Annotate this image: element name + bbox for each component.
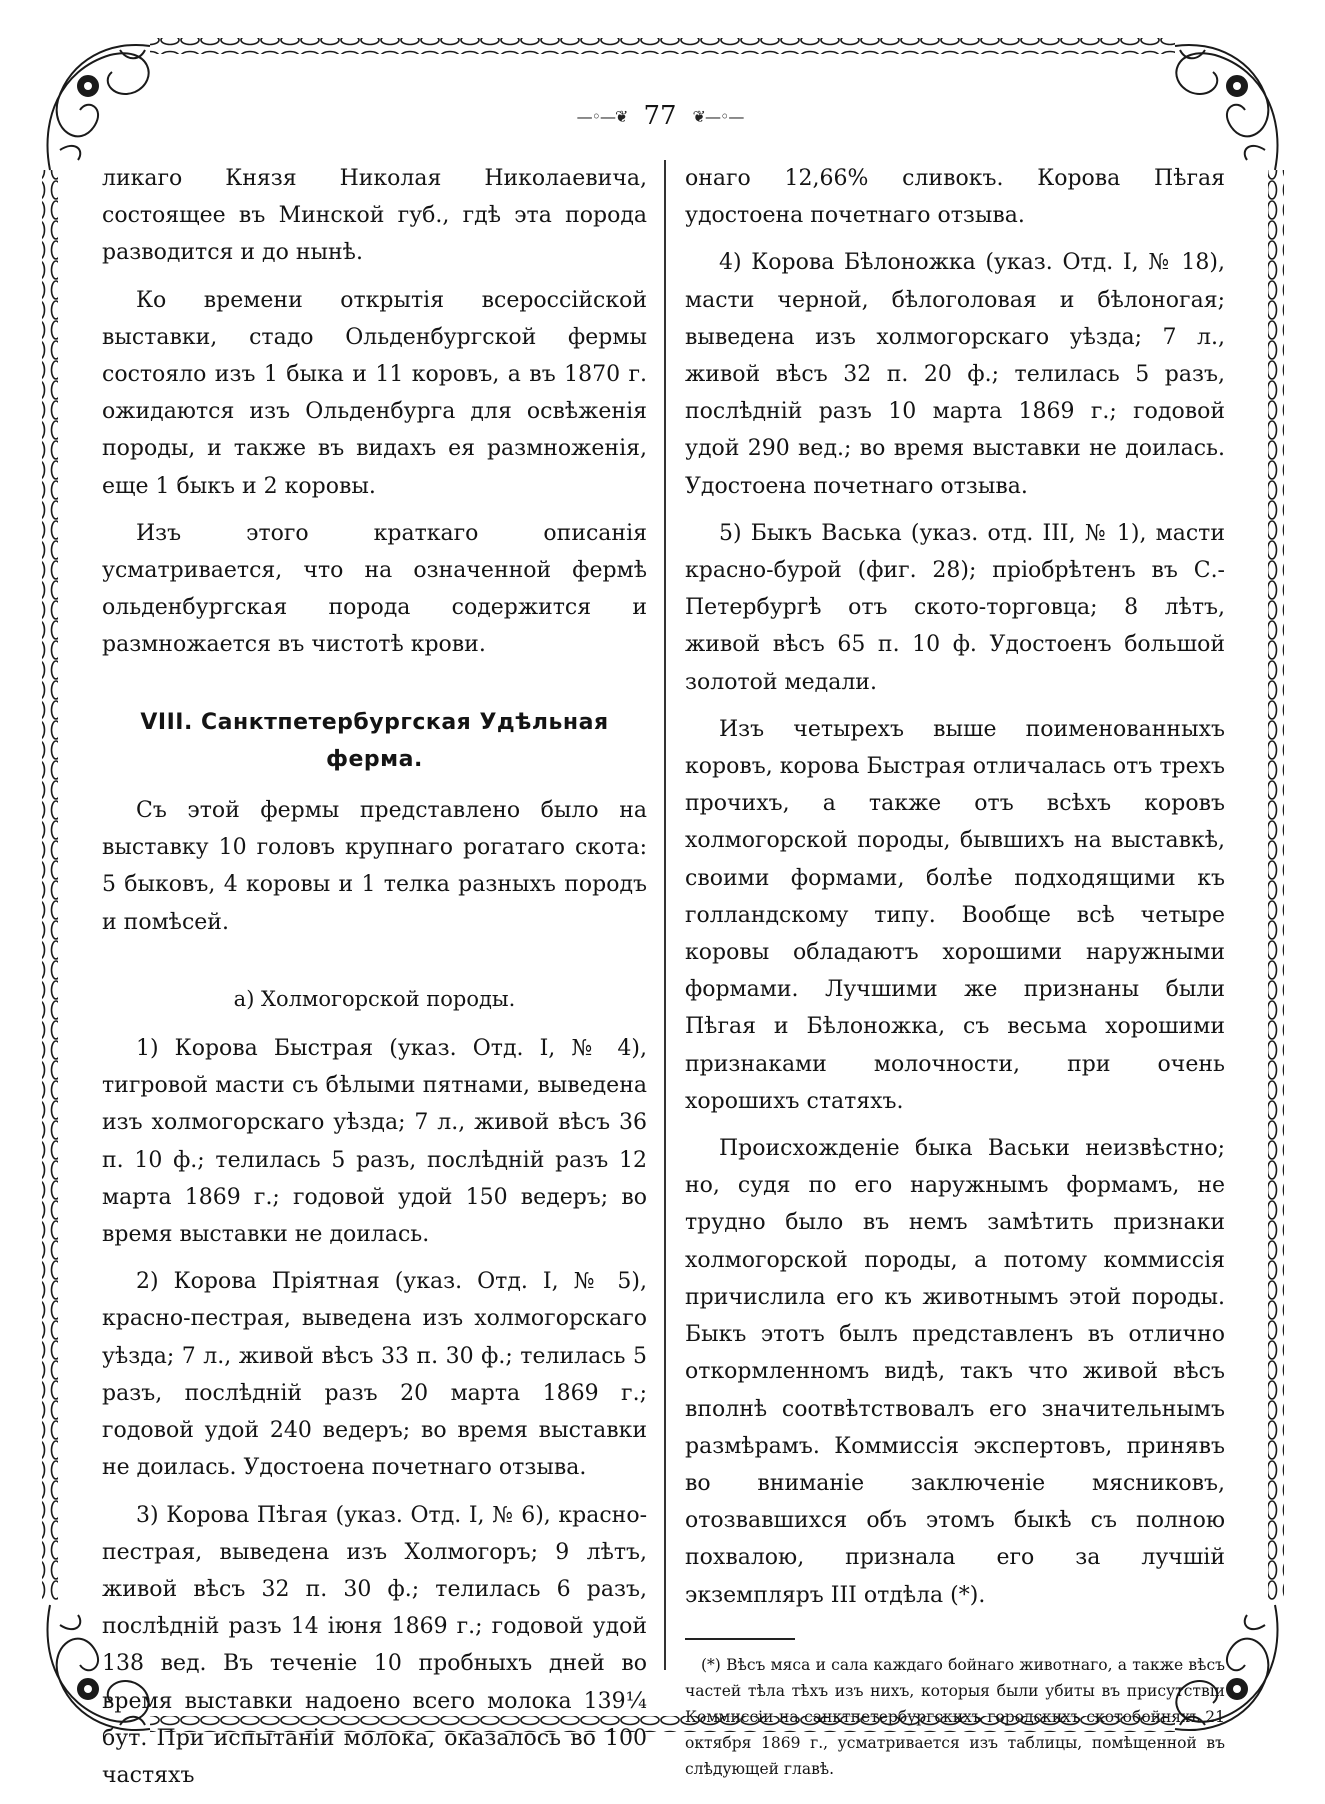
right-border-chain xyxy=(1268,170,1284,1600)
page-number-value: 77 xyxy=(643,101,677,131)
footnote-rule xyxy=(685,1638,795,1640)
left-paragraph-4: Съ этой фермы представлено было на выставку 10 головъ крупнаго рогатаго скота: 5 быковъ, 4 коровы и 1 телка разныхъ породъ и помѣсей. xyxy=(102,798,647,935)
subheading: а) Холмогорской породы. xyxy=(233,986,516,1011)
left-border-chain xyxy=(42,170,58,1600)
left-paragraph-1: ликаго Князя Николая Николаевича, состоящее въ Минской губ., гдѣ эта порода разводится и до нынѣ. xyxy=(102,166,647,266)
section-heading: VIII. Санктпетербургская Удѣльная ферма. xyxy=(140,709,609,772)
page-number-ornament-left: —◦—❦ xyxy=(576,106,628,126)
left-paragraph-3: Изъ этого краткаго описанія усматривается, что на означенной фермѣ ольденбургская порода содержится и размножается въ чистотѣ крови. xyxy=(102,520,647,658)
right-column xyxy=(685,160,1225,1782)
list-item: 2) Корова Пріятная (указ. Отд. I, № 5), красно-пестрая, выведена изъ холмогорскаго уѣзда; 7 л., живой вѣсъ 33 п. 30 ф.; телилась 5 разъ, послѣдній разъ 20 марта 1869 г.; годовой удой 240 ведеръ; во время выставки не доилась. Удостоена почетнаго отзыва. xyxy=(102,1269,647,1481)
list-item: 4) Корова Бѣлоножка (указ. Отд. I, № 18), масти черной, бѣлоголовая и бѣлоногая; выведена изъ холмогорскаго уѣзда; 7 л., живой вѣсъ 32 п. 20 ф.; телилась 5 разъ, послѣдній разъ 10 марта 1869 г.; годовой удой 290 вед.; во время выставки не доилась. Удостоена почетнаго отзыва. xyxy=(685,250,1225,499)
footnote: (*) Вѣсъ мяса и сала каждаго бойнаго животнаго, а также вѣсъ частей тѣла тѣхъ изъ нихъ, которыя были убиты въ присутствіи Коммиссіи на санктпетербургскихъ городскихъ скотобойняхъ 21 октября 1869 г., усматривается изъ таблицы, помѣщенной въ слѣдующей главѣ. xyxy=(685,1655,1225,1778)
corner-ornament-top-right xyxy=(1175,45,1278,170)
left-column xyxy=(102,160,647,1804)
right-paragraph-continued: онаго 12,66% сливокъ. Корова Пѣгая удостоена почетнаго отзыва. xyxy=(685,166,1225,229)
top-border-chain xyxy=(150,38,1175,54)
list-item: 3) Корова Пѣгая (указ. Отд. I, № 6), красно-пестрая, выведена изъ Холмогоръ; 9 лѣтъ, живой вѣсъ 32 п. 30 ф.; телилась 6 разъ, послѣдній разъ 14 іюня 1869 г.; годовой удой 138 вед. Въ теченіе 10 пробныхъ дней во время выставки надоено всего молока 139¼ бут. При испытаніи молока, оказалось во 100 частяхъ xyxy=(102,1502,647,1788)
column-divider xyxy=(664,160,666,1670)
corner-ornament-top-left xyxy=(48,45,151,170)
page-number-ornament-right: ❦—◦— xyxy=(692,106,744,126)
list-item: 1) Корова Быстрая (указ. Отд. I, № 4), тигровой масти съ бѣлыми пятнами, выведена изъ холмогорскаго уѣзда; 7 л., живой вѣсъ 36 п. 10 ф.; телилась 5 разъ, послѣдній разъ 12 марта 1869 г.; годовой удой 150 ведеръ; во время выставки не доилась. xyxy=(102,1036,647,1248)
right-paragraph-6: Изъ четырехъ выше поименованныхъ коровъ, корова Быстрая отличалась отъ трехъ прочихъ, а также отъ всѣхъ коровъ холмогорской породы, бывшихъ на выставкѣ, своими формами, болѣе подходящими къ голландскому типу. Вообще всѣ четыре коровы обладаютъ хорошими наружными формами. Лучшими же признаны были Пѣгая и Бѣлоножка, съ весьма хорошими признаками молочности, при очень хорошихъ статяхъ. xyxy=(685,716,1225,1114)
right-paragraph-7: Происхожденіе быка Васьки неизвѣстно; но, судя по его наружнымъ формамъ, не трудно было въ немъ замѣтить признаки холмогорской породы, а потому коммиссія причислила его къ животнымъ этой породы. Быкъ этотъ былъ представленъ въ отлично откормленномъ видѣ, такъ что живой вѣсъ вполнѣ соотвѣтствовалъ его значительнымъ размѣрамъ. Коммиссія экспертовъ, принявъ во вниманіе заключеніе мясниковъ, отозвавшихся объ этомъ быкѣ съ полною похвалою, признала его за лучшій экземпляръ III отдѣла (*). xyxy=(685,1136,1225,1608)
list-item: 5) Быкъ Васька (указ. отд. III, № 1), масти красно-бурой (фиг. 28); пріобрѣтенъ въ С.-Петербургѣ отъ ското-торговца; 8 лѣтъ, живой вѣсъ 65 п. 10 ф. Удостоенъ большой золотой медали. xyxy=(685,520,1225,695)
left-paragraph-2: Ко времени открытія всероссійской выставки, стадо Ольденбургской фермы состояло изъ 1 быка и 11 коровъ, а въ 1870 г. ожидаются изъ Ольденбурга для освѣженія породы, и также въ видахъ ея размноженія, еще 1 быкъ и 2 коровы. xyxy=(102,287,647,499)
page-number xyxy=(560,96,760,136)
